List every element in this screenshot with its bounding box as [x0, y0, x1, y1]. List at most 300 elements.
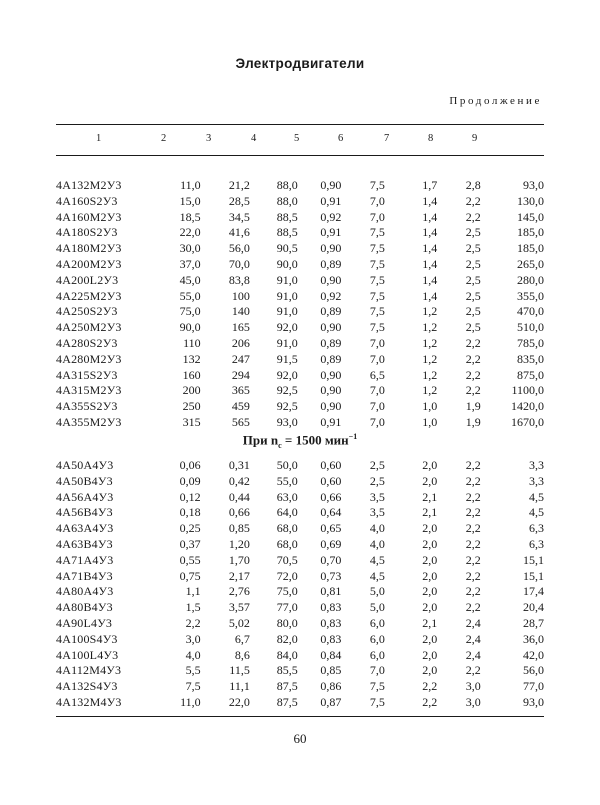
- value-cell: 110: [183, 335, 201, 350]
- value-cell: 80,0: [276, 615, 298, 630]
- value-cell: 0,89: [320, 304, 342, 319]
- value-cell: 2,17: [228, 568, 250, 583]
- column-header-1: 1: [96, 133, 102, 144]
- value-cell: 56,0: [523, 663, 544, 678]
- motor-table-1500rpm: [56, 458, 544, 711]
- value-cell: 3,57: [228, 600, 250, 615]
- value-cell: 90,5: [276, 241, 298, 256]
- value-cell: 0,92: [320, 288, 342, 303]
- value-cell: 510,0: [517, 320, 544, 335]
- value-cell: 11,0: [180, 178, 201, 192]
- value-cell: 2,5: [465, 225, 481, 240]
- value-cell: 6,3: [529, 521, 544, 536]
- value-cell: 2,5: [369, 473, 385, 488]
- value-cell: 2,4: [465, 647, 481, 662]
- value-cell: 1,9: [465, 414, 481, 429]
- value-cell: 4,5: [529, 489, 544, 504]
- table-row: [56, 695, 544, 711]
- table-row: [56, 490, 544, 506]
- value-cell: 68,0: [276, 521, 298, 536]
- value-cell: 92,0: [276, 367, 298, 382]
- value-cell: 2,2: [465, 335, 481, 350]
- value-cell: 70,5: [276, 552, 298, 567]
- value-cell: 0,90: [320, 367, 342, 382]
- value-cell: 294: [231, 367, 250, 382]
- value-cell: 21,2: [228, 178, 250, 192]
- motor-type-cell: 4A160M2У3: [56, 209, 122, 224]
- table-row: [56, 210, 544, 226]
- value-cell: 4,5: [369, 552, 385, 567]
- value-cell: 2,2: [465, 505, 481, 520]
- table-row: [56, 241, 544, 257]
- value-cell: 5,0: [369, 584, 385, 599]
- value-cell: 875,0: [517, 367, 544, 382]
- value-cell: 8,6: [234, 647, 250, 662]
- value-cell: 91,0: [276, 288, 298, 303]
- motor-type-cell: 4A250M2У3: [56, 320, 122, 335]
- value-cell: 2,2: [422, 679, 438, 694]
- value-cell: 0,89: [320, 335, 342, 350]
- value-cell: 2,0: [422, 631, 438, 646]
- value-cell: 2,5: [465, 272, 481, 287]
- value-cell: 1,2: [422, 383, 438, 398]
- column-header-2: 2: [161, 133, 167, 144]
- value-cell: 1,4: [422, 225, 438, 240]
- value-cell: 0,75: [179, 568, 201, 583]
- value-cell: 6,3: [529, 536, 544, 551]
- motor-type-cell: 4A100L4У3: [56, 647, 119, 662]
- motor-type-cell: 4A80A4У3: [56, 584, 114, 599]
- value-cell: 1,2: [422, 367, 438, 382]
- value-cell: 0,92: [320, 209, 342, 224]
- value-cell: 75,0: [276, 584, 298, 599]
- value-cell: 93,0: [523, 178, 544, 192]
- value-cell: 70,0: [228, 256, 250, 271]
- value-cell: 200: [182, 383, 201, 398]
- value-cell: 11,5: [229, 663, 250, 678]
- column-header-5: 5: [294, 133, 300, 144]
- table-row: [56, 336, 544, 352]
- footer-rule: [56, 716, 544, 717]
- motor-type-cell: 4A200M2У3: [56, 256, 122, 271]
- value-cell: 7,0: [369, 399, 385, 414]
- table-row: [56, 679, 544, 695]
- value-cell: 0,83: [320, 600, 342, 615]
- value-cell: 0,25: [179, 521, 201, 536]
- value-cell: 7,5: [369, 679, 385, 694]
- value-cell: 2,2: [185, 615, 201, 630]
- value-cell: 2,0: [422, 568, 438, 583]
- value-cell: 2,2: [465, 458, 481, 472]
- value-cell: 7,5: [185, 679, 201, 694]
- value-cell: 92,5: [276, 383, 298, 398]
- value-cell: 0,37: [179, 536, 201, 551]
- value-cell: 0,84: [320, 647, 342, 662]
- value-cell: 92,5: [276, 399, 298, 414]
- value-cell: 93,0: [523, 694, 544, 709]
- value-cell: 2,2: [465, 536, 481, 551]
- value-cell: 64,0: [276, 505, 298, 520]
- value-cell: 565: [231, 414, 250, 429]
- column-header-row: [56, 133, 544, 153]
- value-cell: 247: [231, 351, 250, 366]
- value-cell: 0,73: [320, 568, 342, 583]
- motor-type-cell: 4A90L4У3: [56, 615, 113, 630]
- value-cell: 1,7: [422, 178, 438, 192]
- value-cell: 1,4: [422, 209, 438, 224]
- value-cell: 0,31: [228, 458, 250, 472]
- table-row: [56, 178, 544, 194]
- value-cell: 130,0: [517, 193, 544, 208]
- value-cell: 87,5: [276, 694, 298, 709]
- motor-type-cell: 4A50B4У3: [56, 473, 113, 488]
- value-cell: 7,0: [369, 209, 385, 224]
- continued-label: Продолжение: [449, 95, 542, 107]
- table-row: [56, 352, 544, 368]
- value-cell: 87,5: [276, 679, 298, 694]
- motor-type-cell: 4A315M2У3: [56, 383, 122, 398]
- value-cell: 2,0: [422, 552, 438, 567]
- value-cell: 2,5: [465, 304, 481, 319]
- value-cell: 0,91: [320, 193, 342, 208]
- value-cell: 2,2: [465, 473, 481, 488]
- value-cell: 1,2: [422, 335, 438, 350]
- value-cell: 7,5: [369, 288, 385, 303]
- value-cell: 2,4: [465, 615, 481, 630]
- value-cell: 90,0: [276, 256, 298, 271]
- value-cell: 2,5: [369, 458, 385, 472]
- value-cell: 84,0: [276, 647, 298, 662]
- motor-type-cell: 4A71A4У3: [56, 552, 114, 567]
- value-cell: 1,4: [422, 272, 438, 287]
- value-cell: 1,2: [422, 304, 438, 319]
- value-cell: 3,5: [369, 505, 385, 520]
- value-cell: 3,5: [369, 489, 385, 504]
- value-cell: 2,5: [465, 256, 481, 271]
- table-row: [56, 553, 544, 569]
- value-cell: 0,06: [179, 458, 201, 472]
- value-cell: 28,5: [228, 193, 250, 208]
- value-cell: 41,6: [228, 225, 250, 240]
- table-row: [56, 304, 544, 320]
- value-cell: 0,83: [320, 631, 342, 646]
- table-row: [56, 368, 544, 384]
- value-cell: 6,0: [369, 615, 385, 630]
- value-cell: 459: [231, 399, 250, 414]
- value-cell: 7,0: [369, 193, 385, 208]
- table-row: [56, 632, 544, 648]
- value-cell: 470,0: [517, 304, 544, 319]
- section-heading-1500rpm: При $n_с = 1500$ мин$^{-1}$: [242, 432, 358, 450]
- value-cell: 140: [231, 304, 250, 319]
- value-cell: 3,0: [185, 631, 201, 646]
- value-cell: 0,85: [320, 663, 342, 678]
- value-cell: 11,0: [180, 694, 201, 709]
- value-cell: 4,0: [369, 536, 385, 551]
- value-cell: 2,2: [465, 383, 481, 398]
- value-cell: 7,0: [369, 414, 385, 429]
- value-cell: 7,5: [369, 272, 385, 287]
- motor-type-cell: 4A180S2У3: [56, 225, 118, 240]
- value-cell: 88,0: [276, 193, 298, 208]
- value-cell: 1420,0: [511, 399, 544, 414]
- value-cell: 160: [182, 367, 201, 382]
- motor-type-cell: 4A71B4У3: [56, 568, 113, 583]
- value-cell: 15,0: [179, 193, 201, 208]
- value-cell: 2,2: [465, 193, 481, 208]
- motor-type-cell: 4A50A4У3: [56, 458, 114, 472]
- value-cell: 0,91: [320, 225, 342, 240]
- value-cell: 5,5: [185, 663, 201, 678]
- value-cell: 7,5: [369, 256, 385, 271]
- table-row: [56, 537, 544, 553]
- page-number: 60: [293, 731, 307, 746]
- value-cell: 90,0: [179, 320, 201, 335]
- motor-type-cell: 4A132M4У3: [56, 694, 122, 709]
- value-cell: 365: [231, 383, 250, 398]
- value-cell: 15,1: [523, 552, 544, 567]
- value-cell: 11,1: [229, 679, 250, 694]
- value-cell: 1,20: [228, 536, 250, 551]
- motor-type-cell: 4A280M2У3: [56, 351, 122, 366]
- value-cell: 1,9: [465, 399, 481, 414]
- table-row: [56, 663, 544, 679]
- table-row: [56, 273, 544, 289]
- value-cell: 315: [182, 414, 201, 429]
- value-cell: 7,0: [369, 383, 385, 398]
- value-cell: 50,0: [276, 458, 298, 472]
- value-cell: 93,0: [276, 414, 298, 429]
- value-cell: 1,0: [422, 399, 438, 414]
- value-cell: 0,90: [320, 272, 342, 287]
- value-cell: 36,0: [523, 631, 544, 646]
- value-cell: 165: [231, 320, 250, 335]
- value-cell: 7,5: [369, 178, 385, 192]
- value-cell: 7,5: [369, 225, 385, 240]
- value-cell: 2,0: [422, 663, 438, 678]
- value-cell: 2,1: [422, 505, 438, 520]
- value-cell: 0,90: [320, 383, 342, 398]
- value-cell: 1,5: [185, 600, 201, 615]
- motor-type-cell: 4A63B4У3: [56, 536, 113, 551]
- value-cell: 2,0: [422, 536, 438, 551]
- value-cell: 85,5: [276, 663, 298, 678]
- value-cell: 6,0: [369, 647, 385, 662]
- value-cell: 2,2: [465, 367, 481, 382]
- value-cell: 91,0: [276, 304, 298, 319]
- value-cell: 0,18: [179, 505, 201, 520]
- table-row: [56, 415, 544, 431]
- value-cell: 4,0: [185, 647, 201, 662]
- value-cell: 30,0: [179, 241, 201, 256]
- value-cell: 132: [182, 351, 201, 366]
- value-cell: 2,2: [422, 694, 438, 709]
- value-cell: 72,0: [276, 568, 298, 583]
- motor-type-cell: 4A225M2У3: [56, 288, 122, 303]
- value-cell: 1,4: [422, 241, 438, 256]
- value-cell: 42,0: [523, 647, 544, 662]
- value-cell: 91,0: [276, 272, 298, 287]
- value-cell: 0,83: [320, 615, 342, 630]
- page-title: Электродвигатели: [235, 56, 365, 71]
- value-cell: 2,0: [422, 473, 438, 488]
- value-cell: 2,5: [465, 241, 481, 256]
- table-row: [56, 194, 544, 210]
- value-cell: 68,0: [276, 536, 298, 551]
- value-cell: 185,0: [517, 225, 544, 240]
- value-cell: 75,0: [179, 304, 201, 319]
- value-cell: 0,12: [179, 489, 201, 504]
- value-cell: 2,8: [465, 178, 481, 192]
- value-cell: 2,4: [465, 631, 481, 646]
- value-cell: 2,2: [465, 568, 481, 583]
- value-cell: 3,3: [529, 458, 544, 472]
- value-cell: 2,5: [465, 320, 481, 335]
- motor-type-cell: 4A80B4У3: [56, 600, 113, 615]
- value-cell: 0,64: [320, 505, 342, 520]
- value-cell: 15,1: [523, 568, 544, 583]
- motor-type-cell: 4A180M2У3: [56, 241, 122, 256]
- table-row: [56, 289, 544, 305]
- value-cell: 785,0: [517, 335, 544, 350]
- value-cell: 0,60: [320, 458, 342, 472]
- value-cell: 2,1: [422, 489, 438, 504]
- value-cell: 0,90: [320, 178, 342, 192]
- motor-type-cell: 4A100S4У3: [56, 631, 118, 646]
- value-cell: 1,4: [422, 193, 438, 208]
- value-cell: 28,7: [523, 615, 544, 630]
- value-cell: 185,0: [517, 241, 544, 256]
- value-cell: 0,81: [320, 584, 342, 599]
- value-cell: 0,87: [320, 694, 342, 709]
- value-cell: 91,5: [276, 351, 298, 366]
- value-cell: 250: [182, 399, 201, 414]
- column-header-4: 4: [251, 133, 257, 144]
- value-cell: 3,0: [465, 694, 481, 709]
- motor-type-cell: 4A56B4У3: [56, 505, 113, 520]
- value-cell: 3,3: [529, 473, 544, 488]
- value-cell: 82,0: [276, 631, 298, 646]
- value-cell: 280,0: [517, 272, 544, 287]
- value-cell: 2,5: [465, 288, 481, 303]
- value-cell: 7,0: [369, 663, 385, 678]
- value-cell: 1,4: [422, 288, 438, 303]
- value-cell: 88,5: [276, 209, 298, 224]
- value-cell: 1670,0: [511, 414, 544, 429]
- table-row: [56, 257, 544, 273]
- value-cell: 6,0: [369, 631, 385, 646]
- value-cell: 4,5: [369, 568, 385, 583]
- value-cell: 0,65: [320, 521, 342, 536]
- value-cell: 0,91: [320, 414, 342, 429]
- value-cell: 2,0: [422, 584, 438, 599]
- value-cell: 88,0: [276, 178, 298, 192]
- motor-type-cell: 4A355S2У3: [56, 399, 118, 414]
- table-row: [56, 616, 544, 632]
- value-cell: 91,0: [276, 335, 298, 350]
- value-cell: 2,0: [422, 521, 438, 536]
- value-cell: 145,0: [517, 209, 544, 224]
- table-row: [56, 474, 544, 490]
- header-top-rule: [56, 124, 544, 125]
- motor-type-cell: 4A63A4У3: [56, 521, 114, 536]
- value-cell: 2,0: [422, 647, 438, 662]
- table-row: [56, 399, 544, 415]
- motor-type-cell: 4A160S2У3: [56, 193, 118, 208]
- value-cell: 2,2: [465, 584, 481, 599]
- value-cell: 4,5: [529, 505, 544, 520]
- motor-type-cell: 4A112M4У3: [56, 663, 122, 678]
- value-cell: 56,0: [228, 241, 250, 256]
- value-cell: 5,02: [228, 615, 250, 630]
- value-cell: 34,5: [228, 209, 250, 224]
- value-cell: 1,2: [422, 351, 438, 366]
- motor-type-cell: 4A280S2У3: [56, 335, 118, 350]
- value-cell: 6,5: [369, 367, 385, 382]
- value-cell: 0,66: [320, 489, 342, 504]
- table-row: [56, 383, 544, 399]
- value-cell: 0,44: [228, 489, 250, 504]
- value-cell: 83,8: [228, 272, 250, 287]
- value-cell: 0,90: [320, 241, 342, 256]
- table-row: [56, 225, 544, 241]
- motor-type-cell: 4A315S2У3: [56, 367, 118, 382]
- value-cell: 7,0: [369, 351, 385, 366]
- value-cell: 55,0: [179, 288, 201, 303]
- value-cell: 0,55: [179, 552, 201, 567]
- value-cell: 7,0: [369, 335, 385, 350]
- table-row: [56, 521, 544, 537]
- value-cell: 2,2: [465, 351, 481, 366]
- value-cell: 0,42: [228, 473, 250, 488]
- value-cell: 0,89: [320, 256, 342, 271]
- value-cell: 0,70: [320, 552, 342, 567]
- value-cell: 1,4: [422, 256, 438, 271]
- value-cell: 22,0: [179, 225, 201, 240]
- table-row: [56, 505, 544, 521]
- value-cell: 2,2: [465, 489, 481, 504]
- value-cell: 2,1: [422, 615, 438, 630]
- value-cell: 1,1: [185, 584, 201, 599]
- value-cell: 63,0: [276, 489, 298, 504]
- value-cell: 0,90: [320, 399, 342, 414]
- table-row: [56, 569, 544, 585]
- value-cell: 7,5: [369, 694, 385, 709]
- motor-type-cell: 4A200L2У3: [56, 272, 119, 287]
- table-row: [56, 600, 544, 616]
- value-cell: 55,0: [276, 473, 298, 488]
- value-cell: 0,85: [228, 521, 250, 536]
- value-cell: 2,2: [465, 663, 481, 678]
- table-row: [56, 648, 544, 664]
- motor-type-cell: 4A250S2У3: [56, 304, 118, 319]
- value-cell: 5,0: [369, 600, 385, 615]
- column-header-7: 7: [384, 133, 390, 144]
- value-cell: 7,5: [369, 304, 385, 319]
- value-cell: 0,89: [320, 351, 342, 366]
- value-cell: 265,0: [517, 256, 544, 271]
- value-cell: 0,60: [320, 473, 342, 488]
- motor-type-cell: 4A132S4У3: [56, 679, 118, 694]
- value-cell: 2,0: [422, 600, 438, 615]
- value-cell: 18,5: [179, 209, 201, 224]
- value-cell: 6,7: [234, 631, 250, 646]
- motor-type-cell: 4A132M2У3: [56, 178, 122, 192]
- value-cell: 2,2: [465, 521, 481, 536]
- value-cell: 88,5: [276, 225, 298, 240]
- table-row: [56, 584, 544, 600]
- value-cell: 7,5: [369, 241, 385, 256]
